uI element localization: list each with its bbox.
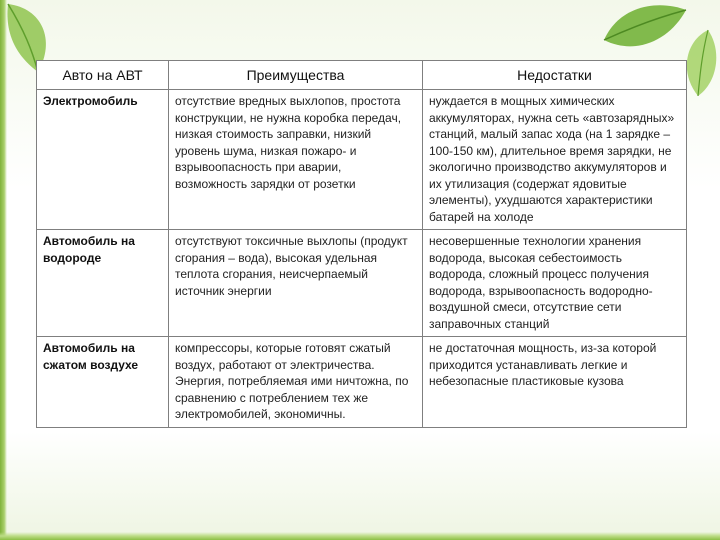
table-row: [37, 90, 687, 230]
row-disadvantages: несовершенные технологии хранения водорода, высокая себестоимость водорода, сложный процесс получения водорода, взрывоопасность водородно-воздушной смеси, отсутствие сети заправочных станций: [423, 230, 687, 337]
left-frame-stripe: [0, 0, 7, 540]
comparison-table: [36, 60, 687, 428]
header-disadvantages: Недостатки: [423, 61, 687, 90]
row-disadvantages: не достаточная мощность, из-за которой приходится устанавливать легкие и небезопасные пластиковые кузова: [423, 337, 687, 428]
leaf-top-right-icon: [600, 0, 690, 60]
row-vehicle-name: Автомобиль на водороде: [37, 230, 169, 337]
header-advantages: Преимущества: [169, 61, 423, 90]
table-row: [37, 230, 687, 337]
bottom-frame-stripe: [0, 532, 720, 540]
row-advantages: отсутствуют токсичные выхлопы (продукт сгорания – вода), высокая удельная теплота сгорания, неисчерпаемый источник энергии: [169, 230, 423, 337]
row-vehicle-name: Автомобиль на сжатом воздухе: [37, 337, 169, 428]
table-header-row: [37, 61, 687, 90]
comparison-table-container: [36, 60, 686, 428]
header-vehicle: Авто на АВТ: [37, 61, 169, 90]
row-advantages: компрессоры, которые готовят сжатый воздух, работают от электричества. Энергия, потребляемая ими ничтожна, по сравнению с потреблением тех же электромобилей, экономичны.: [169, 337, 423, 428]
row-advantages: отсутствие вредных выхлопов, простота конструкции, не нужна коробка передач, низкая стоимость заправки, низкий уровень шума, низкая пожаро- и взрывоопасность при аварии, возможность зарядки от розетки: [169, 90, 423, 230]
row-disadvantages: нуждается в мощных химических аккумуляторах, нужна сеть «автозарядных» станций, малый запас хода (на 1 зарядке – 100-150 км), длительное время зарядки, не экологично производство аккумуляторов и их утилизация (содержат ядовитые элементы), ухудшаются характеристики батарей на холоде: [423, 90, 687, 230]
row-vehicle-name: Электромобиль: [37, 90, 169, 230]
table-row: [37, 337, 687, 428]
